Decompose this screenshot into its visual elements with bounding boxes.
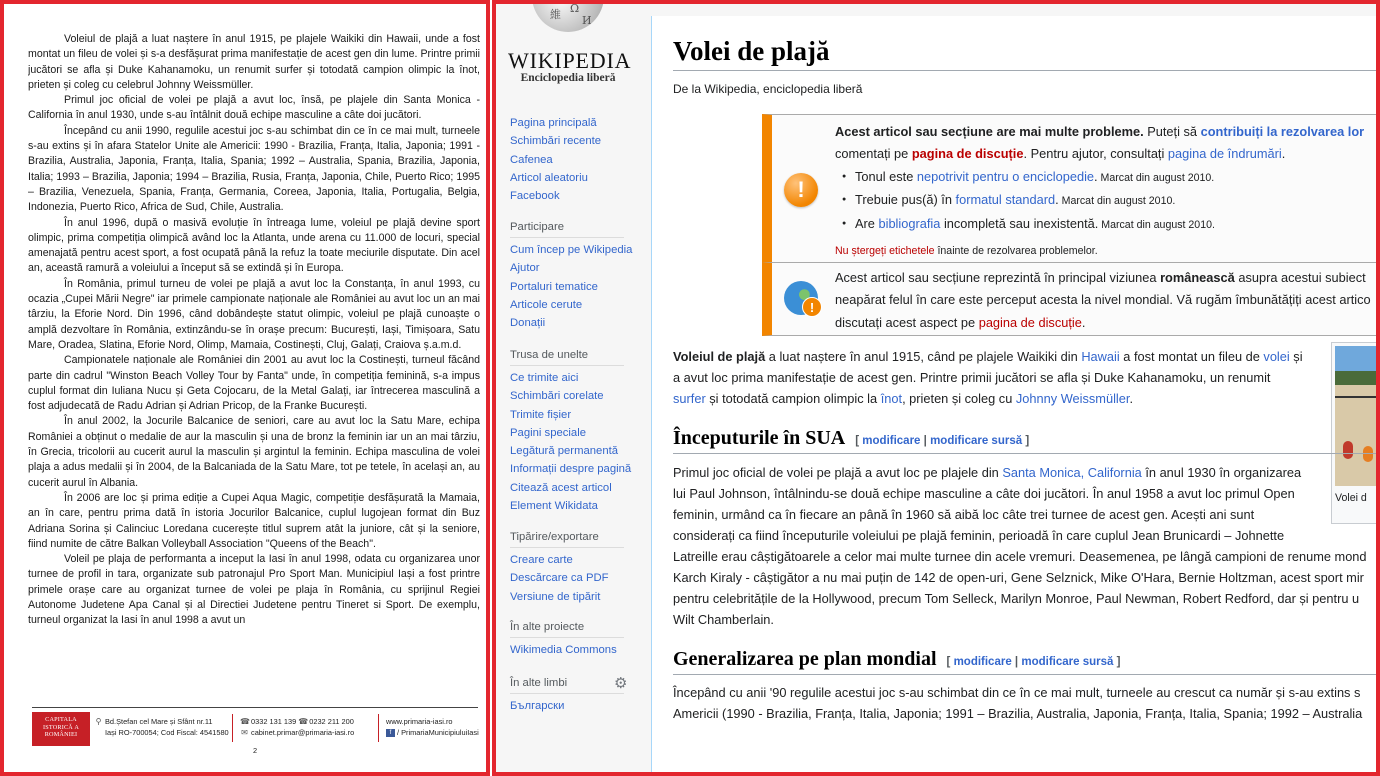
- globalize-text: neapărat felul în care este perceput acesta la nivel mondial. Vă rugăm îmbunătățiți acest artico: [835, 292, 1371, 308]
- nav-languages: [510, 675, 628, 715]
- nav-link-page-info[interactable]: Informații despre pagină: [510, 463, 632, 476]
- doc-paragraph: Voleil pe plaja de performanta a inceput la Iasi în anul 1998, odata cu organizarea unor turnee de profil in tara, organizate sub patronajul Pro Sport Man. Municipiul Iași a fost printre primele orașe care au organizat turnee de volei pe plaja în România, cu sprijinul Regiei Autonome Judetene Apa Canal și al Directiei Judetene pentru Tineret si Sport. De exemplu, turneul organizat la Iasi în anul 1998 a avut un: [28, 553, 480, 627]
- footer-divider: [32, 707, 478, 708]
- address-line: Iași RO-700054; Cod Fiscal: 4541580: [105, 728, 229, 737]
- mail-icon: ✉: [241, 728, 248, 737]
- link-surfer[interactable]: surfer: [673, 391, 706, 406]
- lead-text: a luat naștere în anul 1915, când pe plajele Waikiki din: [765, 349, 1082, 364]
- lead-text: .: [1129, 391, 1133, 406]
- lead-text: a avut loc prima manifestație de acest gen. Printre primii jucători se afla și Duke Kahanamoku, un renumit: [673, 370, 1271, 385]
- phone-icon: ☎: [240, 717, 250, 726]
- nav-link-recent-changes[interactable]: Schimbări recente: [510, 135, 602, 148]
- talk-page-link[interactable]: pagina de discuție: [978, 314, 1082, 330]
- edit-separator: |: [1011, 656, 1022, 668]
- nav-heading-languages: În alte limbi: [510, 676, 624, 694]
- nav-heading-participate: Participare: [510, 220, 624, 238]
- nav-print-export: [510, 530, 624, 606]
- body-text: Primul joc oficial de volei pe plajă a avut loc pe plajele din: [673, 465, 1003, 480]
- wikipedia-tagline: Enciclopedia liberă: [520, 72, 616, 84]
- nav-heading-print: Tipărire/exportare: [510, 530, 624, 548]
- nav-link-what-links-here[interactable]: Ce trimite aici: [510, 372, 579, 384]
- issue-text: Trebuie pus(ă) în: [855, 192, 956, 208]
- nav-link-wikimedia-commons[interactable]: Wikimedia Commons: [510, 644, 617, 656]
- footer-contact: [240, 716, 354, 738]
- doc-paragraph: Voleiul de plajă a luat naștere în anul 1915, pe plajele Waikiki din Hawaii, unde a fost montat un fileu de volei și s-a desfășurat prima manifestație de acest gen din lume. Printre primii jucători se afla și Duke Kahanamoku, un renumit surfer și totodată campion olimpic la înot, prieten și coleg cu celebrul Johnny Weissmüller.: [28, 33, 480, 91]
- footer-web: [386, 716, 479, 738]
- edit-separator: |: [920, 435, 931, 447]
- body-text: considerați ca fiind începuturile voleiului pe plajă feminin, perioadă în care cuplul Jean Brunicardi – Johnette: [673, 528, 1285, 543]
- nav-link-random-article[interactable]: Articol aleatoriu: [510, 171, 588, 184]
- nav-link-requested-articles[interactable]: Articole cerute: [510, 298, 583, 311]
- issues-line2-text: .: [1281, 146, 1286, 162]
- nav-link-portals[interactable]: Portaluri tematice: [510, 280, 598, 293]
- wikipedia-globe-icon: 維 Ω И: [532, 0, 604, 32]
- issues-list: [835, 166, 1364, 236]
- issue-text: Tonul este: [855, 168, 917, 184]
- facebook-icon: f: [386, 729, 395, 737]
- nav-link-language-bg[interactable]: Български: [510, 700, 565, 712]
- issue-item: [835, 189, 1364, 212]
- link-inot[interactable]: înot: [880, 391, 903, 406]
- link-johnny-weissmuller[interactable]: Johnny Weissmüller: [1015, 391, 1130, 406]
- nav-tools: [510, 348, 631, 515]
- issue-text: .: [1094, 168, 1098, 184]
- globalize-bold: românească: [1160, 270, 1235, 285]
- site-subtitle: De la Wikipedia, enciclopedia liberă: [673, 82, 863, 96]
- lead-paragraph: [673, 346, 1303, 409]
- body-text: pentru celebritățile de la Hollywood, precum Tom Selleck, Marilyn Monroe, Paul Newman, Robert Redford, dar și pentru u: [673, 591, 1360, 606]
- location-pin-icon: ⚲: [95, 717, 102, 726]
- link-santa-monica[interactable]: Santa Monica, California: [1002, 465, 1142, 480]
- phone-number: 0232 211 200: [309, 717, 354, 726]
- issue-date: Marcat din august 2010.: [1097, 171, 1215, 184]
- warning-icon: !: [784, 173, 818, 207]
- globalize-notice-text: [835, 267, 1371, 334]
- nav-other-projects: [510, 620, 624, 659]
- section-usa-paragraph: [673, 462, 1367, 630]
- section-title: Generalizarea pe plan mondial: [673, 648, 937, 670]
- footer-separator: [378, 714, 379, 742]
- issue-text: .: [1055, 192, 1059, 208]
- doc-paragraph: În 2006 are loc și prima ediție a Cupei Aqua Magic, competiție desfășurată la Mamaia, an în care, pentru prima dată în istoria Jocurilor Balcanice, cuplul lugojean format din Buz Adriana Sorina și Calinciuc Loredana cucerește titlul suprem atât la juniore, cât și la seniore, fiind numite de către Balkan Volleyball Association "Queens of the Beach".: [28, 491, 480, 550]
- issue-item: [835, 166, 1364, 189]
- thumbnail-caption: Volei d: [1335, 492, 1367, 504]
- edit-section-link[interactable]: modificare: [862, 435, 921, 447]
- nav-link-cafenea[interactable]: Cafenea: [510, 153, 553, 166]
- wikipedia-wordmark: WIKIPEDIA: [508, 48, 632, 73]
- body-text: Americii (1990 - Brazilia, Franța, Italia, Japonia; 1991 – Brazilia, Australia, Japonia, Franța, Italia, Spania; 1992 – Australia: [673, 706, 1363, 721]
- contribute-link[interactable]: contribuiți la rezolvarea lor: [1200, 124, 1365, 139]
- section-heading-usa: [673, 427, 1380, 454]
- issues-intro-text: Puteți să: [1143, 124, 1201, 139]
- address-line: Bd.Ștefan cel Mare și Sfânt nr.11: [105, 717, 213, 726]
- website-link: www.primaria-iasi.ro: [386, 717, 453, 726]
- edit-bracket: [: [946, 656, 951, 668]
- issue-link[interactable]: formatul standard: [955, 192, 1056, 208]
- body-text: în anul 1930 în organizarea: [1141, 465, 1302, 480]
- doc-paragraph: În România, primul turneu de volei pe plajă a avut loc la Constanța, în anul 1993, cu ocazia „Cupei Mării Negre" iar primele campionate naționale ale României au avut loc un an mai târziu, la Eforie Nord. Din 1996, când dobândește statut olimpic, voleiul pe plajă cunoaște o amplă dezvoltare în România, extinzându-se în orașe precum: București, Iași, Timișoara, Satu Mare, Oradea, Slatina, Eforie Nord, Olimp, Mamaia, Costinești, Cluj, Galați, Craiova ș.a.m.d.: [28, 277, 480, 351]
- issues-line2-text: . Pentru ajutor, consultați: [1023, 146, 1168, 162]
- nav-link-help[interactable]: Ajutor: [510, 262, 540, 275]
- body-text: Karch Kiraly - câștigător a nu mai puțin de 142 de open-uri, Gene Selznick, Mike O'Hara, Bernie Holtzman, acest sport mir: [673, 570, 1364, 585]
- title-divider: [673, 70, 1380, 71]
- edit-bracket: ]: [1025, 435, 1030, 447]
- scanned-document-panel: [0, 0, 490, 776]
- edit-section-link[interactable]: modificare: [953, 656, 1012, 668]
- issue-text: Are: [855, 215, 879, 231]
- facebook-handle: / PrimariaMunicipiuluiIasi: [397, 728, 479, 737]
- globe-warning-icon: !: [784, 281, 824, 321]
- nav-link-main-page[interactable]: Pagina principală: [510, 117, 597, 129]
- page-number: 2: [253, 746, 258, 755]
- gear-icon[interactable]: ⚙: [614, 675, 628, 692]
- nav-link-getting-started[interactable]: Cum încep pe Wikipedia: [510, 244, 633, 256]
- globalize-text: discutați acest aspect pe: [835, 314, 979, 330]
- nav-link-special-pages[interactable]: Pagini speciale: [510, 426, 586, 439]
- issues-intro-bold: Acest articol sau secțiune are mai multe probleme.: [835, 124, 1144, 139]
- page-title: Volei de plajă: [673, 36, 830, 66]
- body-text: feminin, urmând ca în fiecare an până în 1960 să aibă loc câte trei turnee de acest gen. Acești ani sunt: [673, 507, 1255, 522]
- nav-link-upload-file[interactable]: Trimite fișier: [510, 408, 572, 421]
- edit-section-links: [947, 656, 1121, 668]
- nav-link-create-book[interactable]: Creare carte: [510, 554, 573, 566]
- talk-page-link[interactable]: pagina de discuție: [911, 146, 1024, 162]
- edit-bracket: [: [855, 435, 860, 447]
- edit-source-link[interactable]: modificare sursă: [930, 435, 1023, 447]
- email-address: cabinet.primar@primaria-iasi.ro: [251, 728, 355, 737]
- issues-notice-text: [835, 121, 1364, 262]
- nav-link-related-changes[interactable]: Schimbări corelate: [510, 390, 604, 403]
- issue-date: Marcat din august 2010.: [1058, 195, 1176, 208]
- issues-footer-text: înainte de rezolvarea problemelor.: [934, 245, 1098, 258]
- lead-text: și totodată campion olimpic la: [705, 391, 881, 406]
- globalize-notice-box: [762, 262, 1380, 336]
- guidance-page-link[interactable]: pagina de îndrumări: [1167, 146, 1282, 162]
- phone-number: 0332 131 139: [251, 717, 297, 726]
- lead-text: a fost montat un fileu de: [1119, 349, 1264, 364]
- section-title: Începuturile în SUA: [673, 427, 846, 449]
- lead-bold-term: Voleiul de plajă: [673, 349, 766, 364]
- footer-address: [94, 716, 229, 738]
- issues-line2-text: comentați pe: [835, 146, 912, 162]
- city-logo: CAPITALA ISTORICĂ A ROMÂNIEI: [32, 712, 90, 746]
- document-body: [28, 32, 480, 698]
- wikipedia-logo[interactable]: [508, 2, 632, 90]
- doc-paragraph: În anul 2002, la Jocurile Balcanice de seniori, care au avut loc la Satu Mare, echipa României a obținut o medalie de aur la masculin și una de bronz la feminin iar un an mai târziu, în Grecia, tricolorii au cucerit aurul la masculin și argintul la feminin. Echipa masculina de volei plaja a adus medalii și în 2004, de la Balcaniada de la Satu Mare, tot pe tetele, în același an, au cucerit aurul în Albania.: [28, 415, 480, 489]
- nav-link-permanent-link[interactable]: Legătură permanentă: [510, 445, 619, 458]
- issue-text: incompletă sau inexistentă.: [940, 215, 1099, 231]
- link-hawaii[interactable]: Hawaii: [1081, 349, 1120, 364]
- section-heading-global: [673, 648, 1380, 675]
- section-global-paragraph: [673, 682, 1362, 724]
- doc-paragraph: În anul 1996, după o masivă evoluție în întreaga lume, voleiul pe plajă devine sport olimpic, prima competiția olimpică având loc la Atlanta, unde arena cu 11.000 de locuri, special amenajată pentru acest sport, a fost ocupată până la refuz la toate meciurile disputate. Din acel an, această ramură a voleiului a început să se extindă și în Europa.: [28, 216, 480, 275]
- issues-notice-box: [762, 114, 1380, 262]
- globalize-text: asupra acestui subiect: [1234, 270, 1366, 285]
- body-text: Wilt Chamberlain.: [673, 612, 774, 627]
- nav-participate: [510, 220, 632, 332]
- doc-paragraph: Campionatele naționale ale României din 2001 au avut loc la Costinești, turneul făcând parte din cadrul "Winston Beach Volley Tour by Fanta" unde, în competiția feminină, s-a impus cuplul format din Iuliana Nucu și Geta Cojocaru, de la Metal Galați, iar întrecerea masculină a fost adjudecată de Radu Adrian și Adrian Pricop, de la Franke București.: [28, 354, 480, 413]
- edit-section-links: [855, 435, 1029, 447]
- dont-remove-tags-link[interactable]: Nu ștergeți etichetele: [835, 245, 935, 258]
- wikipedia-browser-panel: [492, 0, 1380, 776]
- nav-link-donate[interactable]: Donații: [510, 317, 546, 330]
- edit-bracket: ]: [1116, 656, 1121, 668]
- doc-paragraph: Primul joc oficial de volei pe plajă a avut loc, însă, pe plajele din Santa Monica - California în anul 1930, unde s-au întâlnit două echipe masculine a câte doi jucători.: [28, 94, 480, 122]
- body-text: Începând cu anii '90 regulile acestui joc s-au schimbat din ce în ce mai mult, turneele au crescut ca număr și s-au extins s: [673, 685, 1361, 700]
- issue-link[interactable]: bibliografia: [878, 215, 941, 231]
- issue-item: [835, 213, 1364, 236]
- lead-text: , prieten și coleg cu: [902, 391, 1016, 406]
- edit-source-link[interactable]: modificare sursă: [1021, 656, 1114, 668]
- nav-main: [510, 114, 601, 205]
- document-footer: [32, 712, 478, 756]
- globalize-text: Acest articol sau secțiune reprezintă în principal viziunea: [835, 270, 1161, 285]
- nav-link-printable-version[interactable]: Versiune de tipărit: [510, 590, 601, 603]
- article-content: [651, 16, 1380, 776]
- body-text: Latreille erau câștigătoarele a celor mai multe turnee din acele vremuri. Deasemenea, pe lângă campioni de renume mond: [673, 549, 1367, 564]
- nav-link-wikidata-item[interactable]: Element Wikidata: [510, 500, 598, 513]
- lead-text: și: [1289, 349, 1303, 364]
- nav-link-facebook[interactable]: Facebook: [510, 190, 560, 203]
- body-text: lui Paul Johnson, întâlnindu-se două echipe masculine a câte doi jucători. În anul 1958 a avut loc primul Open: [673, 486, 1295, 501]
- fax-icon: ☎: [298, 717, 309, 726]
- globalize-text: .: [1081, 314, 1086, 330]
- issue-link[interactable]: nepotrivit pentru o enciclopedie: [916, 168, 1095, 184]
- footer-separator: [232, 714, 233, 742]
- nav-link-cite-article[interactable]: Citează acest articol: [510, 481, 612, 494]
- nav-link-download-pdf[interactable]: Descărcare ca PDF: [510, 572, 609, 585]
- doc-paragraph: Începând cu anii 1990, regulile acestui joc s-au schimbat din ce în ce mai mult, turneele s-au extins și în afara Statelor Unite ale Americii: 1990 - Brazilia, Franța, Italia, Japonia; 1991 - Brazilia, Australia, Japonia, Franța, Italia, Spania; 1992 – Australia, Spania, Brazilia, Japonia, Italia; 1993 – Brazilia, Japonia; 1994 – Brazilia, Rusia, Franța, Japonia, Chile, Puerto Rico; 1995 – Brazilia, Venezuela, Spania, Franța, Germania, Coreea, Japonia, Italia, Portugalia, Belgia, Indonezia, Puerto Rico, Africa de Sud, Chile, Australia.: [28, 124, 480, 214]
- nav-heading-tools: Trusa de unelte: [510, 348, 624, 366]
- issue-date: Marcat din august 2010.: [1098, 218, 1215, 231]
- link-volei[interactable]: volei: [1263, 349, 1290, 364]
- nav-heading-projects: În alte proiecte: [510, 620, 624, 638]
